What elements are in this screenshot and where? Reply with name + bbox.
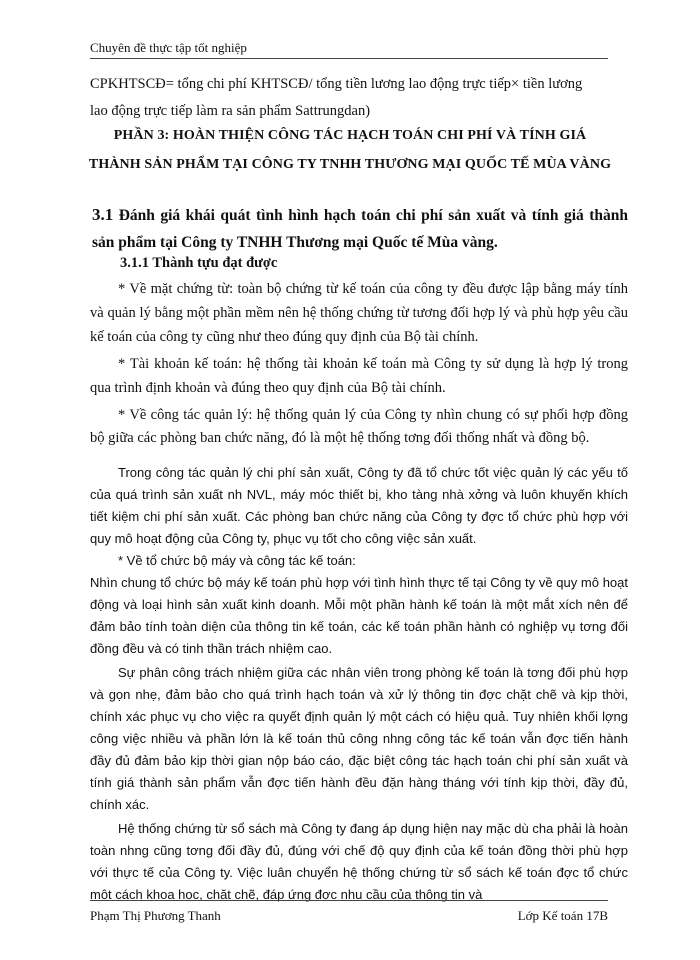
footer-rule bbox=[90, 900, 608, 901]
page-header: Chuyên đề thực tập tốt nghiệp bbox=[90, 40, 247, 55]
header-rule bbox=[90, 58, 608, 59]
part-title-line-2: THÀNH SẢN PHẨM TẠI CÔNG TY TNHH THƯƠNG MẠI QUỐC TẾ MÙA VÀNG bbox=[88, 157, 612, 172]
paragraph-organization: Nhìn chung tổ chức bộ máy kế toán phù hợp với tình hình thực tế tại Công ty về quy mô hoạt động và loại hình sản xuất kinh doanh. Mỗi một phần hành kế toán là một mắt xích nên để đảm bảo tính toàn diện của thông tin kế toán, các kế toán phần hành có nghiệp vụ tơng đối đồng đều và có tinh thần trách nhiệm cao. bbox=[90, 575, 628, 656]
part-title-line-1: PHẦN 3: HOÀN THIỆN CÔNG TÁC HẠCH TOÁN CHI PHÍ VÀ TÍNH GIÁ bbox=[113, 128, 587, 143]
section-heading bbox=[92, 201, 628, 256]
section-number: 3.1 bbox=[92, 205, 114, 224]
paragraph-responsibility: Sự phân công trách nhiệm giữa các nhân viên trong phòng kế toán là tơng đối phù hợp và gọn nhẹ, đảm bảo cho quá trình hạch toán và xử lý thông tin đợc chặt chẽ và kịp thời, chính xác phục vụ cho việc ra quyết định quản lý một cách có hiệu quả. Tuy nhiên khối lợng công việc nhiều và phần lớn là kế toán thủ công nhng công tác kế toán vẫn đợc tiến hành đầy đủ đảm bảo kịp thời gian nộp báo cáo, đặc biệt công tác hạch toán chi phí sản xuất và tính giá thành sản phẩm vẫn đợc tiến hành đều đặn hàng tháng với tính kịp thời, đầy đủ, chính xác. bbox=[90, 665, 628, 812]
section-title: Đánh giá khái quát tình hình hạch toán chi phí sản xuất và tính giá thành sản phẩm tại Công ty TNHH Thương mại Quốc tế Mùa vàng. bbox=[92, 207, 628, 251]
formula-line-1: CPKHTSCĐ= tổng chi phí KHTSCĐ/ tổng tiền lương lao động trực tiếp× tiền lương bbox=[90, 76, 583, 92]
paragraph-accounts: * Tài khoản kế toán: hệ thống tài khoản kế toán mà Công ty sử dụng là hợp lý trong qua trình định khoản và đúng theo quy định của Bộ tài chính. bbox=[90, 356, 628, 396]
body-block-1 bbox=[90, 277, 628, 450]
subsection-heading: 3.1.1 Thành tựu đạt được bbox=[120, 255, 278, 271]
formula-line-2: lao động trực tiếp làm ra sản phẩm Sattrungdan) bbox=[90, 103, 371, 119]
footer-author: Phạm Thị Phương Thanh bbox=[90, 908, 221, 923]
paragraph-organization-heading: * Về tổ chức bộ máy và công tác kế toán: bbox=[118, 553, 356, 568]
paragraph-document-system: Hệ thống chứng từ sổ sách mà Công ty đang áp dụng hiện nay mặc dù cha phải là hoàn toàn nhng cũng tơng đối đầy đủ, đúng với chế độ quy định của kế toán đồng thời phù hợp với thực tế của Công ty. Việc luân chuyển hệ thống chứng từ sổ sách kế toán đợc tổ chức một cách khoa học, chặt chẽ, đáp ứng đợc nhu cầu của thông tin và bbox=[90, 821, 628, 902]
paragraph-management: * Về công tác quản lý: hệ thống quản lý của Công ty nhìn chung có sự phối hợp đồng bộ giữa các phòng ban chức năng, đó là một hệ thống tơng đối thống nhất và đồng bộ. bbox=[90, 407, 628, 446]
footer-class: Lớp Kế toán 17B bbox=[517, 908, 608, 923]
body-block-2 bbox=[90, 462, 628, 906]
paragraph-cost-management: Trong công tác quản lý chi phí sản xuất, Công ty đã tổ chức tốt việc quản lý các yếu tố của quá trình sản xuất nh NVL, máy móc thiết bị, kho tàng nhà xởng và luôn khuyến khích tiết kiệm chi phí sản xuất. Các phòng ban chức năng của Công ty đợc tổ chức phù hợp với quy mô hoạt động của Công ty, phục vụ tốt cho công việc sản xuất. bbox=[90, 465, 628, 546]
paragraph-documents: * Về mặt chứng từ: toàn bộ chứng từ kế toán của công ty đều được lập bằng máy tính và quản lý bằng một phần mềm nên hệ thống chứng từ tương đối hợp lý và phù hợp yêu cầu kế toán của công ty cũng như theo đúng quy định của Bộ tài chính. bbox=[90, 281, 628, 345]
